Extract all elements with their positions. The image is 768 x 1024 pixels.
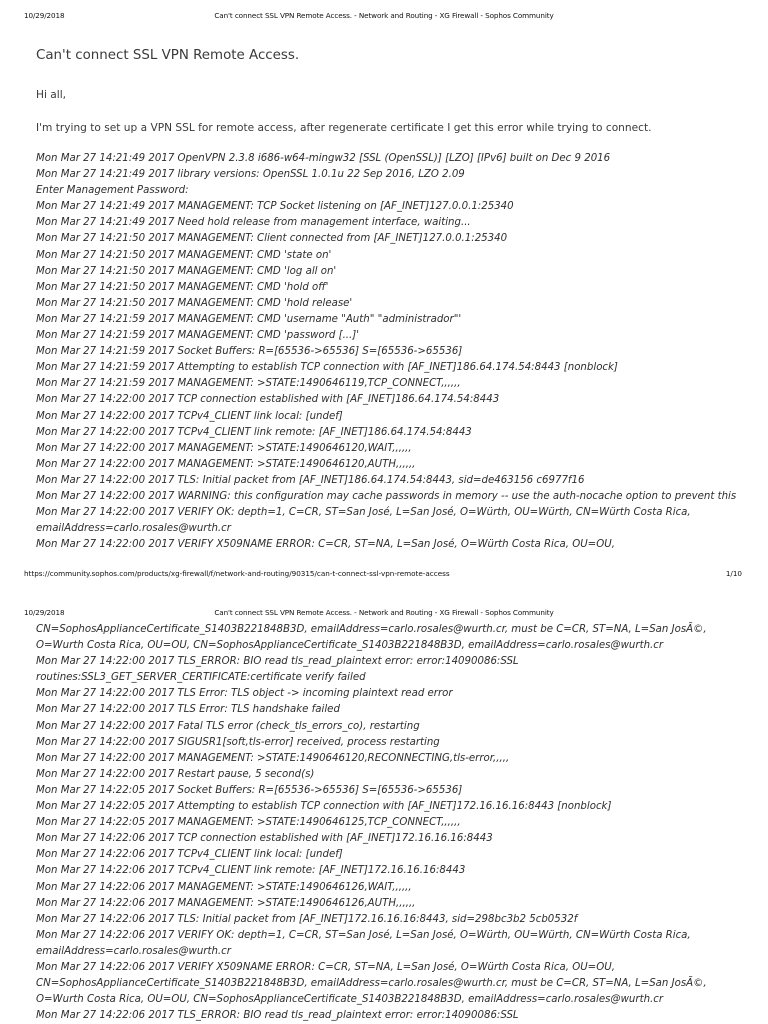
post-greeting: Hi all, [36,89,67,101]
log-line: Mon Mar 27 14:22:00 2017 Restart pause, 5 second(s) [36,768,315,780]
print-url: https://community.sophos.com/products/xg-firewall/f/network-and-routing/90315/can-t-connect-ssl-vpn-remote-access [24,569,450,578]
log-line: Mon Mar 27 14:21:49 2017 library versions: OpenSSL 1.0.1u 22 Sep 2016, LZO 2.09 [36,169,465,181]
log-line: Mon Mar 27 14:22:05 2017 MANAGEMENT: >STATE:1490646125,TCP_CONNECT,,,,,, [36,817,461,829]
log-line: Mon Mar 27 14:22:06 2017 TCPv4_CLIENT link local: [undef] [36,849,343,861]
log-line: Mon Mar 27 14:22:00 2017 SIGUSR1[soft,tls-error] received, process restarting [36,736,440,748]
log-line: Mon Mar 27 14:21:59 2017 Socket Buffers: R=[65536->65536] S=[65536->65536] [36,346,463,358]
log-line: Mon Mar 27 14:22:06 2017 TCP connection established with [AF_INET]172.16.16.16:8443 [36,833,493,845]
print-date: 10/29/2018 [24,608,65,617]
pdf-page-footer [0,569,768,581]
log-line: Enter Management Password: [36,185,189,197]
log-line: routines:SSL3_GET_SERVER_CERTIFICATE:certificate verify failed [36,672,366,684]
log-line: Mon Mar 27 14:22:05 2017 Socket Buffers: R=[65536->65536] S=[65536->65536] [36,784,463,796]
log-line: Mon Mar 27 14:21:50 2017 MANAGEMENT: CMD 'log all on' [36,265,337,277]
log-line: CN=SophosApplianceCertificate_S1403B221848B3D, emailAddress=carlo.rosales@wurth.cr, must be C=CR, ST=NA, L=San JosÃ©, [36,978,707,990]
log-line: Mon Mar 27 14:21:59 2017 MANAGEMENT: CMD 'password [...]' [36,330,360,342]
log-line: Mon Mar 27 14:22:06 2017 TLS_ERROR: BIO read tls_read_plaintext error: error:14090086:SSL [36,1010,519,1022]
log-line: Mon Mar 27 14:22:00 2017 TLS: Initial packet from [AF_INET]186.64.174.54:8443, sid=de463156 c6977f16 [36,474,585,486]
log-line: Mon Mar 27 14:22:00 2017 MANAGEMENT: >STATE:1490646120,WAIT,,,,,, [36,442,412,454]
print-page-title: Can't connect SSL VPN Remote Access. - Network and Routing - XG Firewall - Sophos Community [214,11,554,20]
pdf-page-header [0,11,768,23]
page-number: 1/10 [725,569,742,578]
openvpn-log-excerpt [36,151,736,553]
log-line: Mon Mar 27 14:21:49 2017 Need hold release from management interface, waiting... [36,217,471,229]
post-intro: I'm trying to set up a VPN SSL for remote access, after regenerate certificate I get this error while trying to connect. [36,122,652,134]
log-line: Mon Mar 27 14:21:50 2017 MANAGEMENT: CMD 'hold release' [36,297,353,309]
log-line: Mon Mar 27 14:22:06 2017 TLS: Initial packet from [AF_INET]172.16.16.16:8443, sid=298bc3b2 5cb0532f [36,913,578,925]
log-line: Mon Mar 27 14:21:59 2017 Attempting to establish TCP connection with [AF_INET]186.64.174.54:8443 [nonblock] [36,362,618,374]
page-break [0,590,768,597]
log-line: Mon Mar 27 14:22:06 2017 MANAGEMENT: >STATE:1490646126,AUTH,,,,,, [36,897,416,909]
pdf-page-header [0,608,768,620]
log-line: Mon Mar 27 14:21:59 2017 MANAGEMENT: >STATE:1490646119,TCP_CONNECT,,,,,, [36,378,461,390]
log-line: Mon Mar 27 14:22:00 2017 VERIFY X509NAME ERROR: C=CR, ST=NA, L=San José, O=Würth Costa Rica, OU=OU, [36,539,615,551]
log-line: O=Wurth Costa Rica, OU=OU, CN=SophosApplianceCertificate_S1403B221848B3D, emailAddress=carlo.rosales@wurth.cr [36,640,664,652]
log-line: emailAddress=carlo.rosales@wurth.cr [36,523,231,535]
log-line: Mon Mar 27 14:22:00 2017 VERIFY OK: depth=1, C=CR, ST=San José, L=San José, O=Würth, OU=Würth, CN=Würth Costa Rica, [36,507,691,519]
log-line: Mon Mar 27 14:22:05 2017 Attempting to establish TCP connection with [AF_INET]172.16.16.16:8443 [nonblock] [36,801,612,813]
log-line: Mon Mar 27 14:22:00 2017 MANAGEMENT: >STATE:1490646120,RECONNECTING,tls-error,,,,, [36,752,510,764]
log-line: Mon Mar 27 14:22:00 2017 Fatal TLS error (check_tls_errors_co), restarting [36,720,420,732]
log-line: Mon Mar 27 14:22:00 2017 TCPv4_CLIENT link remote: [AF_INET]186.64.174.54:8443 [36,426,472,438]
log-line: Mon Mar 27 14:22:06 2017 VERIFY OK: depth=1, C=CR, ST=San José, L=San José, O=Würth, OU=Würth, CN=Würth Costa Rica, [36,929,691,941]
log-line: CN=SophosApplianceCertificate_S1403B221848B3D, emailAddress=carlo.rosales@wurth.cr, must be C=CR, ST=NA, L=San JosÃ©, [36,624,707,635]
log-line: O=Wurth Costa Rica, OU=OU, CN=SophosApplianceCertificate_S1403B221848B3D, emailAddress=carlo.rosales@wurth.cr [36,994,664,1006]
print-page-title: Can't connect SSL VPN Remote Access. - Network and Routing - XG Firewall - Sophos Community [214,608,554,617]
log-line: Mon Mar 27 14:22:00 2017 TCP connection established with [AF_INET]186.64.174.54:8443 [36,394,500,406]
log-line: Mon Mar 27 14:21:50 2017 MANAGEMENT: CMD 'state on' [36,249,332,261]
log-line: Mon Mar 27 14:22:00 2017 TLS_ERROR: BIO read tls_read_plaintext error: error:14090086:SSL [36,656,519,668]
log-line: Mon Mar 27 14:22:06 2017 TCPv4_CLIENT link remote: [AF_INET]172.16.16.16:8443 [36,865,466,877]
log-line: Mon Mar 27 14:21:59 2017 MANAGEMENT: CMD 'username "Auth" "administrador"' [36,313,462,325]
log-line: Mon Mar 27 14:22:00 2017 TCPv4_CLIENT link local: [undef] [36,410,343,422]
log-line: Mon Mar 27 14:22:00 2017 WARNING: this configuration may cache passwords in memory -- use the auth-nocache option to prevent this [36,490,736,502]
log-line: Mon Mar 27 14:21:50 2017 MANAGEMENT: Client connected from [AF_INET]127.0.0.1:25340 [36,233,508,245]
log-line: Mon Mar 27 14:22:06 2017 MANAGEMENT: >STATE:1490646126,WAIT,,,,,, [36,881,412,893]
post-title: Can't connect SSL VPN Remote Access. [36,48,300,63]
openvpn-log-excerpt-continued [36,622,736,1024]
log-line: Mon Mar 27 14:22:00 2017 TLS Error: TLS object -> incoming plaintext read error [36,688,453,700]
log-line: Mon Mar 27 14:22:00 2017 TLS Error: TLS handshake failed [36,704,340,716]
log-line: Mon Mar 27 14:21:49 2017 OpenVPN 2.3.8 i686-w64-mingw32 [SSL (OpenSSL)] [LZO] [IPv6] built on Dec 9 2016 [36,153,611,164]
log-line: Mon Mar 27 14:21:49 2017 MANAGEMENT: TCP Socket listening on [AF_INET]127.0.0.1:25340 [36,201,514,213]
print-date: 10/29/2018 [24,11,65,20]
log-line: Mon Mar 27 14:22:00 2017 MANAGEMENT: >STATE:1490646120,AUTH,,,,,, [36,458,416,470]
log-line: Mon Mar 27 14:22:06 2017 VERIFY X509NAME ERROR: C=CR, ST=NA, L=San José, O=Würth Costa Rica, OU=OU, [36,961,615,973]
log-line: Mon Mar 27 14:21:50 2017 MANAGEMENT: CMD 'hold off' [36,281,329,293]
log-line: emailAddress=carlo.rosales@wurth.cr [36,945,231,957]
